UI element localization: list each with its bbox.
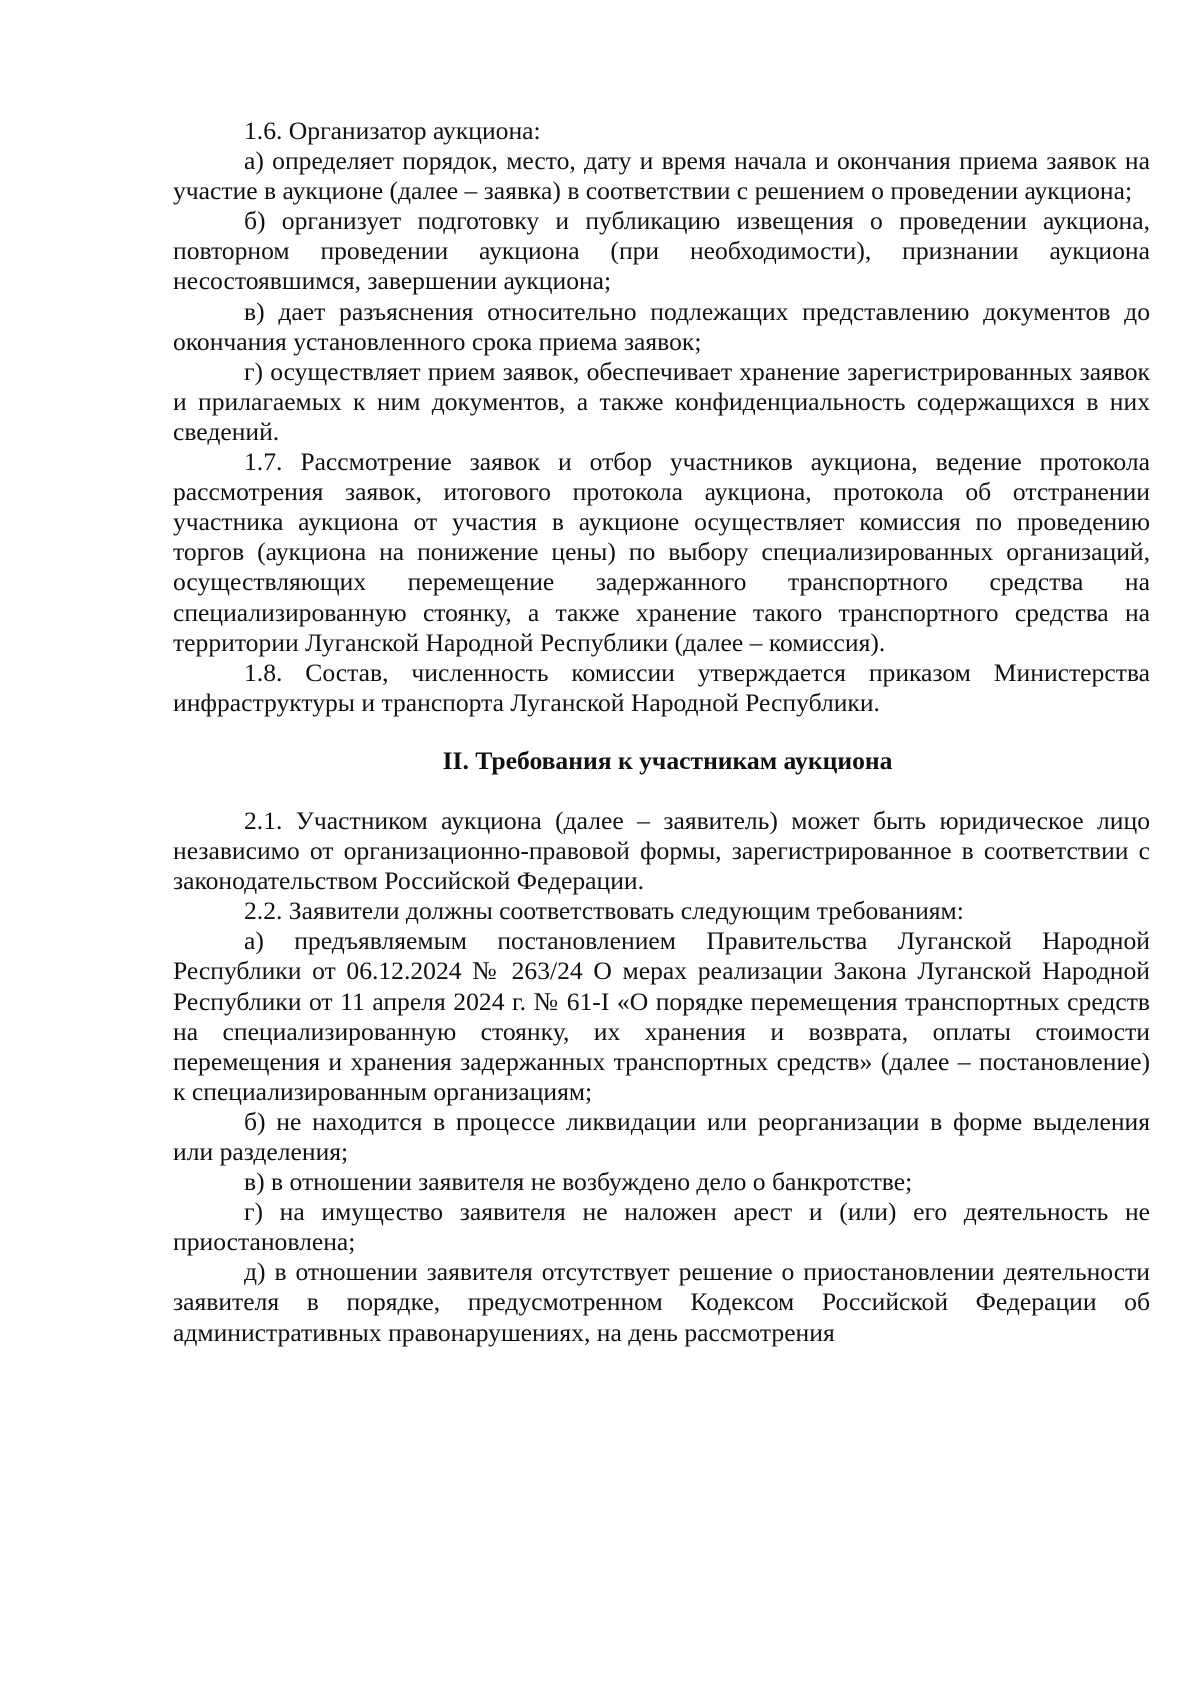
paragraph-1-8: 1.8. Состав, численность комиссии утверждается приказом Министерства инфраструктуры и транспорта Луганской Народной Республики. — [173, 657, 1150, 717]
paragraph-1-6-v: в) дает разъяснения относительно подлежащих представлению документов до окончания установленного срока приема заявок; — [173, 296, 1150, 356]
paragraph-1-6-b: б) организует подготовку и публикацию извещения о проведении аукциона, повторном проведении аукциона (при необходимости), признании аукциона несостоявшимся, завершении аукциона; — [173, 206, 1150, 296]
paragraph-2-2-b: б) не находится в процессе ликвидации или реорганизации в форме выделения или разделения; — [173, 1106, 1150, 1166]
paragraph-2-2-g: г) на имущество заявителя не наложен арест и (или) его деятельность не приостановлена; — [173, 1197, 1150, 1257]
paragraph-1-6: 1.6. Организатор аукциона: — [244, 116, 541, 145]
paragraph-2-2-a: а) предъявляемым постановлением Правительства Луганской Народной Республики от 06.12.2024 № 263/24 О мерах реализации Закона Луганской Народной Республики от 11 апреля 2024 г. № 61-I «О порядке перемещения транспортных средств на специализированную стоянку, их хранения и возврата, оплаты стоимости перемещения и хранения задержанных транспортных средств» (далее – постановление) к специализированным организациям; — [173, 926, 1150, 1106]
section-heading: II. Требования к участникам аукциона — [442, 745, 893, 775]
paragraph-2-2-d: д) в отношении заявителя отсутствует решение о приостановлении деятельности заявителя в порядке, предусмотренном Кодексом Российской Федерации об административных правонарушениях, на день рассмотрения — [173, 1257, 1150, 1347]
paragraph-1-6-a: а) определяет порядок, место, дату и время начала и окончания приема заявок на участие в аукционе (далее – заявка) в соответствии с решением о проведении аукциона; — [173, 146, 1150, 206]
paragraph-2-1: 2.1. Участником аукциона (далее – заявитель) может быть юридическое лицо независимо от организационно-правовой формы, зарегистрированное в соответствии с законодательством Российской Федерации. — [173, 805, 1150, 896]
paragraph-2-2: 2.2. Заявители должны соответствовать следующим требованиям: — [244, 896, 964, 926]
paragraph-1-7: 1.7. Рассмотрение заявок и отбор участников аукциона, ведение протокола рассмотрения заявок, итогового протокола аукциона, протокола об отстранении участника аукциона от участия в аукционе осуществляет комиссия по проведению торгов (аукциона на понижение цены) по выбору специализированных организаций, осуществляющих перемещение задержанного транспортного средства на специализированную стоянку, а также хранение такого транспортного средства на территории Луганской Народной Республики (далее – комиссия). — [173, 447, 1150, 657]
document-body — [173, 116, 1150, 1348]
paragraph-1-6-g: г) осуществляет прием заявок, обеспечивает хранение зарегистрированных заявок и прилагаемых к ним документов, а также конфиденциальность содержащихся в них сведений. — [173, 356, 1150, 446]
paragraph-2-2-v: в) в отношении заявителя не возбуждено дело о банкротстве; — [244, 1167, 913, 1197]
